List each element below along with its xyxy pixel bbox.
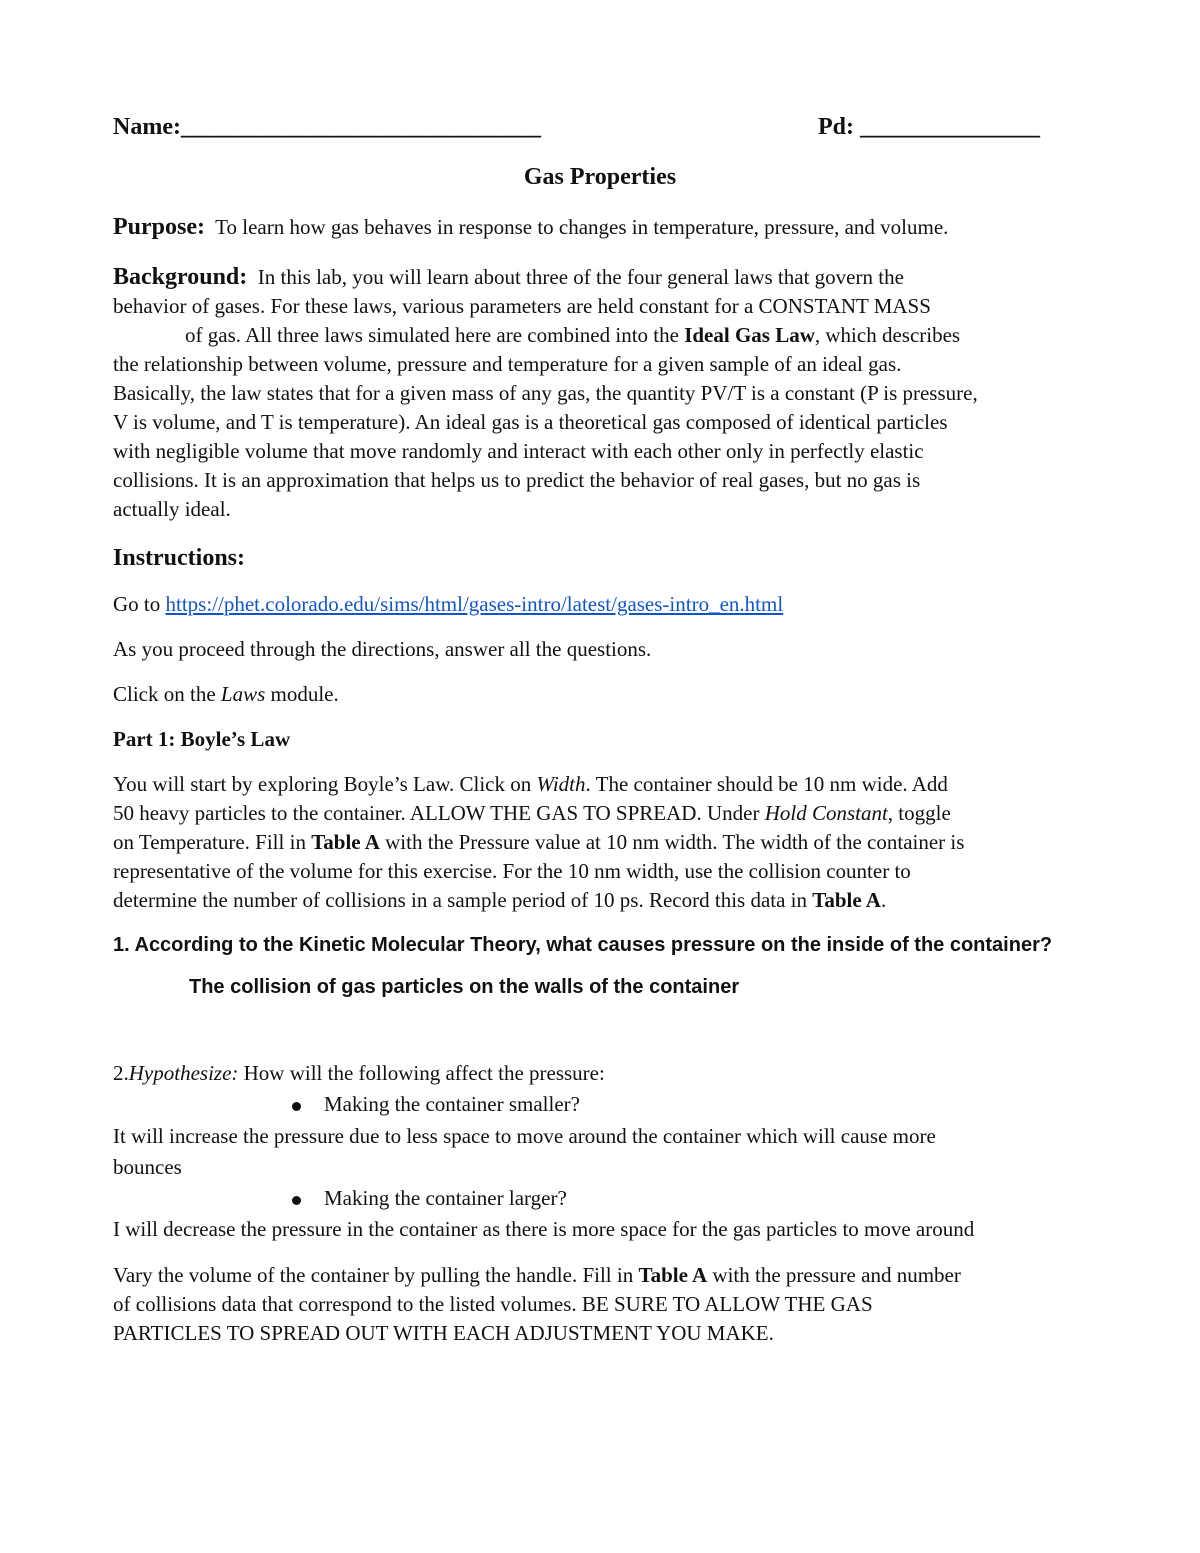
background-line: collisions. It is an approximation that helps us to predict the behavior of real gases, but no gas is [113, 468, 921, 492]
part1-text: representative of the volume for this exercise. For the 10 nm width, use the collision counter to [113, 859, 911, 883]
vary-text: with the pressure and number [707, 1263, 961, 1287]
width-term: Width [536, 772, 586, 796]
part1-text: , toggle [887, 801, 951, 825]
instructions-heading: Instructions: [113, 545, 246, 571]
table-a-term: Table A [812, 888, 881, 912]
bullet-icon [292, 1196, 301, 1205]
question-2-text: How will the following affect the pressure: [238, 1061, 605, 1085]
part1-text: You will start by exploring Boyle’s Law. Click on [113, 772, 537, 796]
part1-text: with the Pressure value at 10 nm width. The width of the container is [379, 830, 965, 854]
answer-2a-line2: bounces [113, 1155, 182, 1179]
bullet-icon [292, 1102, 301, 1111]
background-section [113, 263, 1103, 524]
part1-heading: Part 1: Boyle’s Law [113, 727, 291, 751]
table-a-term: Table A [311, 830, 380, 854]
ideal-gas-law-term: Ideal Gas Law [684, 323, 815, 347]
vary-text: PARTICLES TO SPREAD OUT WITH EACH ADJUSTMENT YOU MAKE. [113, 1321, 774, 1345]
click-text: Click on the [113, 682, 221, 706]
answer-2b: I will decrease the pressure in the container as there is more space for the gas particles to move around [113, 1217, 975, 1241]
background-line: actually ideal. [113, 497, 231, 521]
background-line: of gas. All three laws simulated here are combined into the [185, 323, 685, 347]
part1-instructions [113, 770, 1103, 915]
vary-instructions [113, 1261, 1103, 1348]
bullet-smaller: Making the container smaller? [324, 1092, 580, 1116]
hypothesize-label: Hypothesize: [128, 1061, 239, 1085]
purpose-text: To learn how gas behaves in response to changes in temperature, pressure, and volume. [215, 215, 949, 239]
name-field-label: Name:______________________________ [113, 114, 541, 140]
click-laws-instruction [113, 682, 339, 707]
table-a-term: Table A [638, 1263, 708, 1287]
background-line: behavior of gases. For these laws, various parameters are held constant for a CONSTANT MASS [113, 294, 931, 318]
proceed-instruction: As you proceed through the directions, answer all the questions. [113, 637, 652, 661]
purpose-section [113, 214, 948, 241]
part1-text: 50 heavy particles to the container. ALLOW THE GAS TO SPREAD. Under [113, 801, 765, 825]
answer-1: The collision of gas particles on the walls of the container [189, 976, 740, 998]
part1-text: on Temperature. Fill in [113, 830, 312, 854]
bullet-larger: Making the container larger? [324, 1186, 567, 1210]
vary-text: of collisions data that correspond to the listed volumes. BE SURE TO ALLOW THE GAS [113, 1292, 873, 1316]
hold-constant-term: Hold Constant [764, 801, 888, 825]
question-2-number: 2. [113, 1061, 129, 1085]
document-title: Gas Properties [523, 164, 677, 190]
background-line: V is volume, and T is temperature). An ideal gas is a theoretical gas composed of identical particles [113, 410, 948, 434]
period-field-label: Pd: _______________ [818, 114, 1040, 140]
goto-prefix: Go to [113, 592, 166, 616]
background-label: Background: [113, 264, 248, 290]
background-line: with negligible volume that move randomly and interact with each other only in perfectly elastic [113, 439, 924, 463]
background-line: Basically, the law states that for a given mass of any gas, the quantity PV/T is a constant (P is pressure, [113, 381, 978, 405]
laws-module-term: Laws [220, 682, 266, 706]
part1-text: . [880, 888, 887, 912]
click-text: module. [265, 682, 339, 706]
background-line: , which describes [814, 323, 961, 347]
purpose-label: Purpose: [113, 214, 205, 240]
answer-2a-line1: It will increase the pressure due to less space to move around the container which will cause more [113, 1124, 936, 1148]
background-line: the relationship between volume, pressure and temperature for a given sample of an ideal gas. [113, 352, 902, 376]
goto-line [113, 592, 783, 617]
background-line: In this lab, you will learn about three of the four general laws that govern the [257, 265, 904, 289]
question-1: 1. According to the Kinetic Molecular Theory, what causes pressure on the inside of the container? [113, 934, 1053, 956]
part1-text: . The container should be 10 nm wide. Add [585, 772, 948, 796]
question-2 [113, 1061, 605, 1086]
vary-text: Vary the volume of the container by pulling the handle. Fill in [113, 1263, 639, 1287]
part1-text: determine the number of collisions in a sample period of 10 ps. Record this data in [113, 888, 813, 912]
phet-simulation-link[interactable]: https://phet.colorado.edu/sims/html/gases-intro/latest/gases-intro_en.html [165, 592, 784, 616]
